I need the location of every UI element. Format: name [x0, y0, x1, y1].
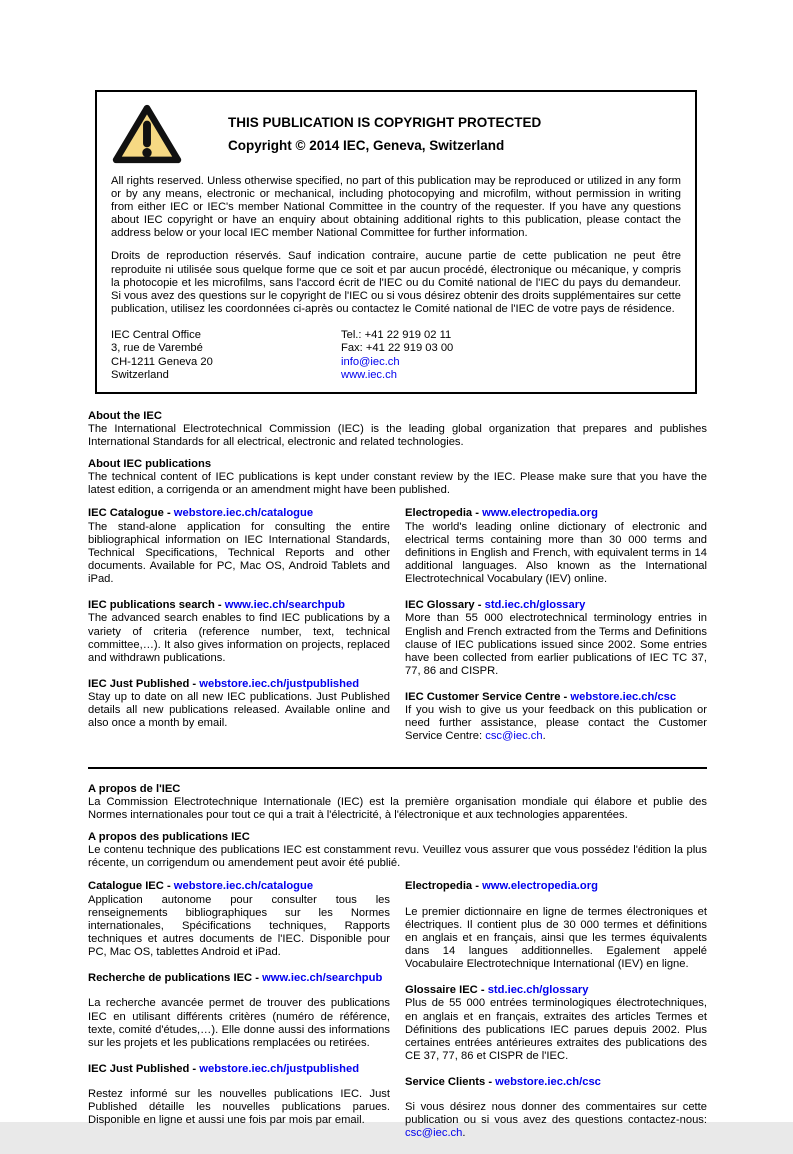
resource-description: Si vous désirez nous donner des commentaires sur cette publication ou si vous avez des questions contactez-nous: csc@iec.ch. — [405, 1101, 707, 1140]
resource-iec-glossary — [405, 599, 707, 678]
about-iec-publications-heading: About IEC publications — [88, 457, 212, 470]
resource-catalogue-iec — [88, 880, 390, 959]
resource-title: Recherche de publications IEC - — [88, 972, 263, 984]
contact-block — [111, 329, 681, 383]
copyright-title-line1: THIS PUBLICATION IS COPYRIGHT PROTECTED — [228, 115, 542, 130]
resource-title: IEC Glossary - — [405, 599, 485, 611]
resource-heading — [88, 507, 390, 520]
resource-description: Plus de 55 000 entrées terminologiques électrotechniques, en anglais et en français, extraites des articles Termes et Définitions des publications IEC parues depuis 2002. Plus certaines entrées antérieures extraites des publications des CE 37, 77, 86 et CISPR de l'IEC. — [405, 997, 707, 1062]
resource-heading — [405, 507, 707, 520]
resource-url-link[interactable]: webstore.iec.ch/catalogue — [173, 507, 314, 520]
resource-recherche-publications — [88, 972, 390, 1050]
resource-url-link[interactable]: webstore.iec.ch/justpublished — [199, 677, 360, 690]
resource-url-link[interactable]: webstore.iec.ch/justpublished — [199, 1062, 360, 1075]
resource-description: The stand-alone application for consulting the entire bibliographical information on IEC International Standards, Technical Specifications, Technical Reports and other documents. Available for PC, Mac OS, Android Tablets and iPad. — [88, 520, 390, 585]
resources-column-left — [88, 880, 390, 1153]
resource-heading — [405, 984, 707, 997]
resource-electropedia-fr — [405, 880, 707, 971]
resource-iec-just-published — [88, 678, 390, 731]
address-line: IEC Central Office — [111, 328, 201, 341]
resource-title: Service Clients - — [405, 1075, 496, 1088]
csc-email-link[interactable]: csc@iec.ch — [485, 730, 543, 743]
apropos-iec-paragraph: La Commission Electrotechnique Internationale (IEC) est la première organisation mondiale qui élabore et publie des Normes internationales pour tout ce qui a trait à l'électricité, à l'électronique et aux technologies apparentées. — [88, 795, 707, 821]
about-iec-paragraph: The International Electrotechnical Commission (IEC) is the leading global organization that prepares and publishes International Standards for all electrical, electronic and related technologies. — [88, 422, 707, 448]
resource-title: Electropedia - — [405, 880, 483, 893]
about-iec-french-section — [88, 783, 707, 871]
resource-url-link[interactable]: std.iec.ch/glossary — [487, 984, 589, 996]
copyright-notice-box — [95, 90, 697, 394]
resource-description: Le premier dictionnaire en ligne de termes électroniques et électriques. Il contient plus de 30 000 termes et définitions en anglais et en français, ainsi que les termes équivalents dans 14 langues additionnelles. Egalement appelé Vocabulaire Electrotechnique International (IEV) en ligne. — [405, 905, 707, 970]
resource-heading — [405, 691, 707, 704]
resources-column-right — [405, 507, 707, 756]
resource-description: The advanced search enables to find IEC publications by a variety of criteria (reference number, text, technical committee,…). It also gives information on projects, replaced and withdrawn publications. — [88, 612, 390, 664]
contact-website-link[interactable]: www.iec.ch — [341, 369, 397, 382]
resource-url-link[interactable]: webstore.iec.ch/csc — [570, 690, 677, 703]
resource-url-link[interactable]: www.electropedia.org — [482, 880, 598, 893]
resource-electropedia — [405, 507, 707, 586]
resources-column-left — [88, 507, 390, 756]
apropos-iec-heading: A propos de l'IEC — [88, 782, 181, 795]
resource-heading — [88, 678, 390, 691]
resource-description: Restez informé sur les nouvelles publications IEC. Just Published détaille les nouvelles publications parues. Disponible en ligne et aussi une fois par mois par email. — [88, 1088, 390, 1127]
resource-url-link[interactable]: www.electropedia.org — [482, 507, 598, 520]
resource-iec-just-published-fr — [88, 1063, 390, 1128]
resource-title: IEC publications search - — [88, 599, 225, 611]
resource-heading — [405, 599, 707, 612]
resources-columns-french — [88, 880, 707, 1153]
resource-description: Application autonome pour consulter tous les renseignements bibliographiques sur les Normes internationales, Spécifications techniques, Rapports techniques et autres documents de l'IEC. Disponible pour PC, Mac OS, tablettes Android et iPad. — [88, 893, 390, 958]
resource-description: If you wish to give us your feedback on this publication or need further assistance, please contact the Customer Service Centre: csc@iec.ch. — [405, 704, 707, 743]
copyright-box-header — [111, 102, 681, 166]
resource-url-link[interactable]: www.iec.ch/searchpub — [262, 972, 383, 984]
resource-title: IEC Customer Service Centre - — [405, 690, 571, 703]
resource-title: Glossaire IEC - — [405, 984, 488, 996]
about-iec-publications-paragraph: The technical content of IEC publications is kept under constant review by the IEC. Please make sure that you have the latest edition, a corrigenda or an amendment might have been published. — [88, 470, 707, 497]
copyright-paragraph-english: All rights reserved. Unless otherwise specified, no part of this publication may be reproduced or utilized in any form or by any means, electronic or mechanical, including photocopying and microfilm, without permission in writing from either IEC or IEC's member National Committee in the country of the requester. If you have any questions about IEC copyright or have an enquiry about obtaining additional rights to this publication, please contact the address below or your local IEC member National Committee for further information. — [111, 175, 681, 240]
resource-title: IEC Just Published - — [88, 677, 200, 690]
contact-email-link[interactable]: info@iec.ch — [341, 355, 400, 368]
resource-heading — [88, 880, 390, 893]
resource-url-link[interactable]: webstore.iec.ch/csc — [495, 1075, 601, 1088]
resource-heading — [88, 599, 390, 612]
resource-glossaire-iec — [405, 984, 707, 1063]
resource-description: Stay up to date on all new IEC publications. Just Published details all new publications released. Available online and also once a month by email. — [88, 691, 390, 730]
resource-url-link[interactable]: webstore.iec.ch/catalogue — [173, 880, 314, 893]
resource-heading — [88, 972, 390, 985]
warning-triangle-icon — [111, 102, 183, 166]
resource-title: Catalogue IEC - — [88, 880, 174, 893]
address-line: CH-1211 Geneva 20 — [111, 355, 213, 368]
resource-description: La recherche avancée permet de trouver des publications IEC en utilisant différents critères (numéro de référence, texte, comité d'études,…). Elle donne aussi des informations sur les projets et les publications remplacées ou retirées. — [88, 997, 390, 1049]
resource-url-link[interactable]: std.iec.ch/glossary — [484, 599, 586, 611]
about-iec-heading: About the IEC — [88, 409, 162, 422]
csc-email-link[interactable]: csc@iec.ch — [405, 1127, 463, 1140]
resource-iec-publications-search — [88, 599, 390, 665]
resource-iec-catalogue — [88, 507, 390, 586]
apropos-publications-paragraph: Le contenu technique des publications IEC est constamment revu. Veuillez vous assurer que vous possédez l'édition la plus récente, un corrigendum ou amendement peut avoir été publié. — [88, 843, 707, 870]
resource-title: IEC Catalogue - — [88, 507, 174, 520]
contact-fax: Fax: +41 22 919 03 00 — [341, 342, 454, 355]
resource-heading — [405, 1076, 707, 1089]
section-divider-line — [88, 767, 707, 769]
apropos-publications-heading: A propos des publications IEC — [88, 830, 250, 843]
contact-details — [341, 329, 453, 383]
copyright-title-line2: Copyright © 2014 IEC, Geneva, Switzerland — [228, 138, 505, 153]
resource-title: IEC Just Published - — [88, 1062, 200, 1075]
address-line: Switzerland — [111, 369, 169, 382]
resource-heading — [88, 1063, 390, 1076]
page-content — [88, 90, 707, 1154]
resource-description: The world's leading online dictionary of electronic and electrical terms containing more than 30 000 terms and definitions in English and French, with equivalent terms in 14 additional languages. Also known as the International Electrotechnical Vocabulary (IEV) online. — [405, 520, 707, 585]
resource-url-link[interactable]: www.iec.ch/searchpub — [224, 599, 345, 611]
about-iec-english-section — [88, 410, 707, 498]
resource-description: More than 55 000 electrotechnical terminology entries in English and French extracted from the Terms and Definitions clause of IEC publications issued since 2002. Some entries have been collected from earlier publications of IEC TC 37, 77, 86 and CISPR. — [405, 612, 707, 677]
resource-title: Electropedia - — [405, 507, 483, 520]
resources-columns-english — [88, 507, 707, 756]
contact-tel: Tel.: +41 22 919 02 11 — [341, 328, 452, 341]
contact-address — [111, 329, 341, 383]
resource-iec-customer-service-centre — [405, 691, 707, 744]
copyright-paragraph-french: Droits de reproduction réservés. Sauf indication contraire, aucune partie de cette publication ne peut être reproduite ni utilisée sous quelque forme que ce soit et par aucun procédé, électronique ou mécanique, y compris la photocopie et les microfilms, sans l'accord écrit de l'IEC ou du Comité national de l'IEC du pays du demandeur. Si vous avez des questions sur le copyright de l'IEC ou si vous désirez obtenir des droits supplémentaires sur cette publication, utilisez les coordonnées ci-après ou contactez le Comité national de l'IEC de votre pays de résidence. — [111, 250, 681, 315]
resource-heading — [405, 880, 707, 893]
address-line: 3, rue de Varembé — [111, 342, 203, 355]
resources-column-right — [405, 880, 707, 1153]
copyright-titles — [228, 111, 541, 157]
resource-service-clients — [405, 1076, 707, 1141]
